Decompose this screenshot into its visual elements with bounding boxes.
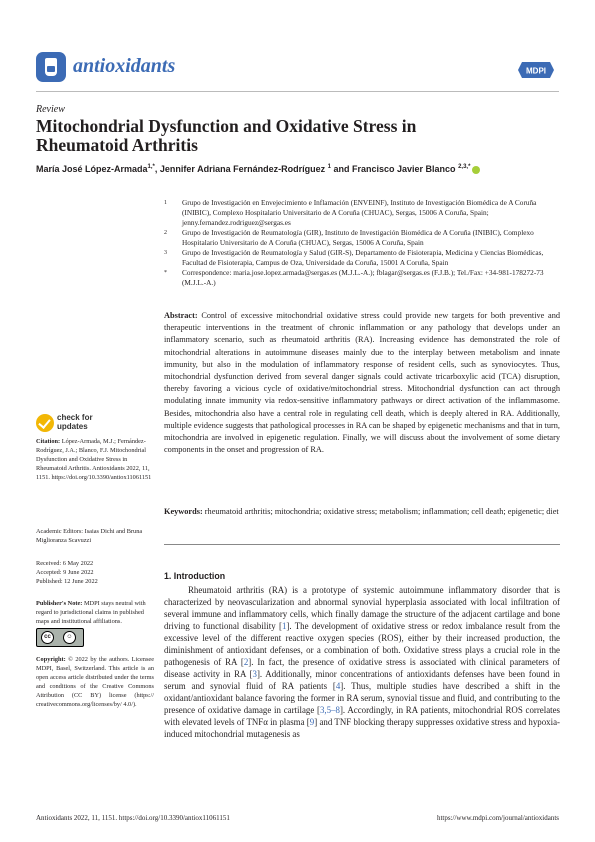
- journal-name: antioxidants: [73, 55, 176, 77]
- affiliation-mark: *: [164, 270, 167, 276]
- copyright-label: Copyright:: [36, 656, 66, 663]
- affiliations: [164, 198, 559, 288]
- cc-icon: cc: [41, 631, 54, 644]
- paragraph: [164, 584, 560, 740]
- citation-block: [36, 438, 154, 483]
- abstract: [164, 310, 560, 456]
- author-name[interactable]: Jennifer Adriana Fernández-Rodríguez: [159, 164, 326, 174]
- keywords-label: Keywords:: [164, 507, 203, 516]
- introduction-body: [164, 584, 560, 740]
- publisher-note-text: MDPI stays neutral with regard to jurisdictional claims in published maps and institutional affiliations.: [36, 600, 146, 625]
- reference-link[interactable]: 3: [252, 669, 257, 679]
- received-date: Received: 6 May 2022: [36, 560, 94, 567]
- footer-journal-url[interactable]: https://www.mdpi.com/journal/antioxidants: [436, 814, 559, 822]
- publisher-note-label: Publisher's Note:: [36, 600, 83, 607]
- section-heading: 1. Introduction: [164, 571, 226, 581]
- footer-citation[interactable]: Antioxidants 2022, 11, 1151. https://doi.org/10.3390/antiox11061151: [36, 814, 230, 822]
- dates-block: [36, 560, 154, 587]
- text-run: ]. Additionally, minor concentrations of antioxidants defenses have been found in serum and synovial fluid of RA patients [: [164, 669, 560, 691]
- mdpi-logo-icon: [518, 60, 554, 80]
- author-name[interactable]: María José López-Armada: [36, 164, 148, 174]
- keywords-divider: [164, 544, 560, 545]
- reference-link[interactable]: 2: [243, 657, 249, 667]
- abstract-label: Abstract:: [164, 311, 198, 320]
- publisher-name: MDPI: [526, 66, 546, 76]
- cc-by-license-icon[interactable]: [36, 628, 84, 647]
- affiliation-text: Grupo de Investigación de Reumatología (GIR), Instituto de Investigación Biomédica de A Coruña (INIBIC), Complexo Hospitalario Universitario de A Coruña (CHUAC), Sergas, 15006 A Coruña, Spain: [182, 228, 534, 247]
- text-run: ] and TNF blocking therapy suppresses oxidative stress and hypoxia-induced mitochondrial mutagenesis as: [164, 717, 560, 739]
- text-run: ]. The development of oxidative stress or redox imbalance result from the excessive level of the different reactive oxygen species (ROS), either by their increased production, the diminishment of antioxidant defenses, or a combination of both. Oxidative stress plays a crucial role in the pathogenesis of RA [: [164, 621, 561, 667]
- affiliation-item: [164, 228, 559, 248]
- reference-link[interactable]: 9: [309, 717, 315, 727]
- author-affil-mark: 1: [327, 164, 331, 170]
- author-list: [36, 164, 480, 174]
- affiliation-mark: 3: [164, 250, 167, 256]
- keywords-text: rheumatoid arthritis; mitochondria; oxidative stress; metabolism; inflammation; cell death; epigenetic; diet: [204, 507, 559, 516]
- text-run: ]. In fact, the presence of oxidative stress is associated with clinical parameters of disease activity in RA [: [164, 657, 561, 679]
- affiliation-item: [164, 268, 559, 288]
- orcid-icon[interactable]: [472, 166, 480, 174]
- citation-label: Citation:: [36, 438, 61, 445]
- reference-link[interactable]: 4: [335, 681, 341, 691]
- author-affil-mark: 1,*: [147, 164, 155, 170]
- attribution-icon: ☺: [63, 631, 76, 644]
- affiliation-mark: 2: [164, 230, 167, 236]
- accepted-date: Accepted: 9 June 2022: [36, 568, 94, 576]
- reference-link[interactable]: 3,5–8: [319, 705, 340, 715]
- correspondence-text: Correspondence: maria.jose.lopez.armada@sergas.es (M.J.L.-A.); fblagar@sergas.es (F.J.B.); Tel./Fax: +34-981-178272-73 (M.J.L.-A.): [182, 268, 544, 287]
- published-date: Published: 12 June 2022: [36, 577, 98, 585]
- affiliation-item: [164, 248, 559, 268]
- check-for-updates-label: [57, 414, 93, 431]
- affiliation-mark: 1: [164, 200, 167, 206]
- reference-link[interactable]: 1: [281, 621, 287, 631]
- citation-text[interactable]: López-Armada, M.J.; Fernández-Rodríguez, J.A.; Blanco, F.J. Mitochondrial Dysfunction and Oxidative Stress in Rheumatoid Arthritis. Antioxidants 2022, 11, 1151. https://doi.org/10.3390/antiox11061151: [36, 438, 152, 481]
- text-run: ]. Thus, multiple studies have described a shift in the oxidant/antioxidant balance favoring the former in RA serum, synovial tissue and fluid, and contributing to the presence of oxidative damage in cartilage [: [164, 681, 560, 715]
- keywords: [164, 506, 560, 518]
- article-type: Review: [36, 104, 65, 115]
- affiliation-text: Grupo de Investigación en Envejecimiento e Inflamación (ENVEINF), Instituto de Investigación Biomédica de A Coruña (INIBIC), Complexo Hospitalario Universitario de A Coruña (CHUAC), Sergas, 15006 A Coruña, Spain; jenny.fernandez.rodriguez@sergas.es: [182, 198, 537, 227]
- author-separator: ,: [154, 164, 160, 174]
- publisher-note: [36, 600, 154, 627]
- check-line: updates: [57, 421, 88, 431]
- academic-editors: Academic Editors: Isaias Dichi and Bruna Miglioranza Scavuzzi: [36, 528, 143, 544]
- check-for-updates-button[interactable]: [36, 414, 126, 436]
- abstract-text: Control of excessive mitochondrial oxidative stress could provide new targets for both preventive and therapeutic interventions in the treatment of chronic inflammation or any pathology that develops under an inflammatory scenario, such as rheumatoid arthritis (RA). Increasing evidence has demonstrated the role of mitochondrial alterations in autoimmune diseases mainly due to the interplay between metabolism and innate immunity, but also in the modulation of inflammatory response of resident cells, such as synoviocytes. Thus, mitochondrial dysfunction derived from several danger signals could activate tricarboxylic acid (TCA) disruption, thereby favoring a vicious cycle of oxidative/mitochondrial stress. Mitochondrial dysfunction can act through modulating innate immunity via redox-sensitive inflammatory pathways or direct activation of the inflammasome. Besides, mitochondria also have a central role in regulating cell death, which is deeply altered in RA. Additionally, multiple evidence suggests that pathological processes in RA can be shaped by epigenetic mechanisms and that in turn, mitochondria are involved in epigenetic regulation. Finally, we will discuss about the involvement of some dietary components in the onset and progression of RA.: [164, 311, 561, 455]
- article-title: Mitochondrial Dysfunction and Oxidative Stress in Rheumatoid Arthritis: [36, 116, 417, 155]
- copyright-block: [36, 656, 154, 709]
- affiliation-text: Grupo de Investigación de Reumatología y Salud (GIR-S), Departamento de Fisioterapia, Medicina y Ciencias Biomédicas, Facultad de Fisioterapia, Campus de Oza, Universidade da Coruña, 15001 A Coruña, Spain: [182, 248, 544, 267]
- affiliation-item: [164, 198, 559, 228]
- text-run: ]. Accordingly, in RA patients, mitochondrial ROS correlates with elevated levels of TNFα in plasma [: [164, 705, 560, 727]
- text-run: Rheumatoid arthritis (RA) is a prototype of systemic autoimmune inflammatory disorder that is characterized by neovascularization and abnormal synovial hyperplasia associated with local infiltration of several immune and inflammatory cells, which finally damage the structure of the adjacent cartilage and bone driving to functional disability [: [164, 585, 560, 631]
- journal-logo-icon: [36, 52, 66, 82]
- author-separator: and: [330, 164, 352, 174]
- author-name[interactable]: Francisco Javier Blanco: [351, 164, 456, 174]
- check-line: check for: [57, 413, 93, 422]
- author-affil-mark: 2,3,*: [458, 164, 471, 170]
- checkmark-icon: [36, 414, 54, 432]
- copyright-text: © 2022 by the authors. Licensee MDPI, Basel, Switzerland. This article is an open access article distributed under the terms and conditions of the Creative Commons Attribution (CC BY) license (https:// creativecommons.org/licenses/by/ 4.0/).: [36, 656, 154, 708]
- header-divider: [36, 91, 559, 92]
